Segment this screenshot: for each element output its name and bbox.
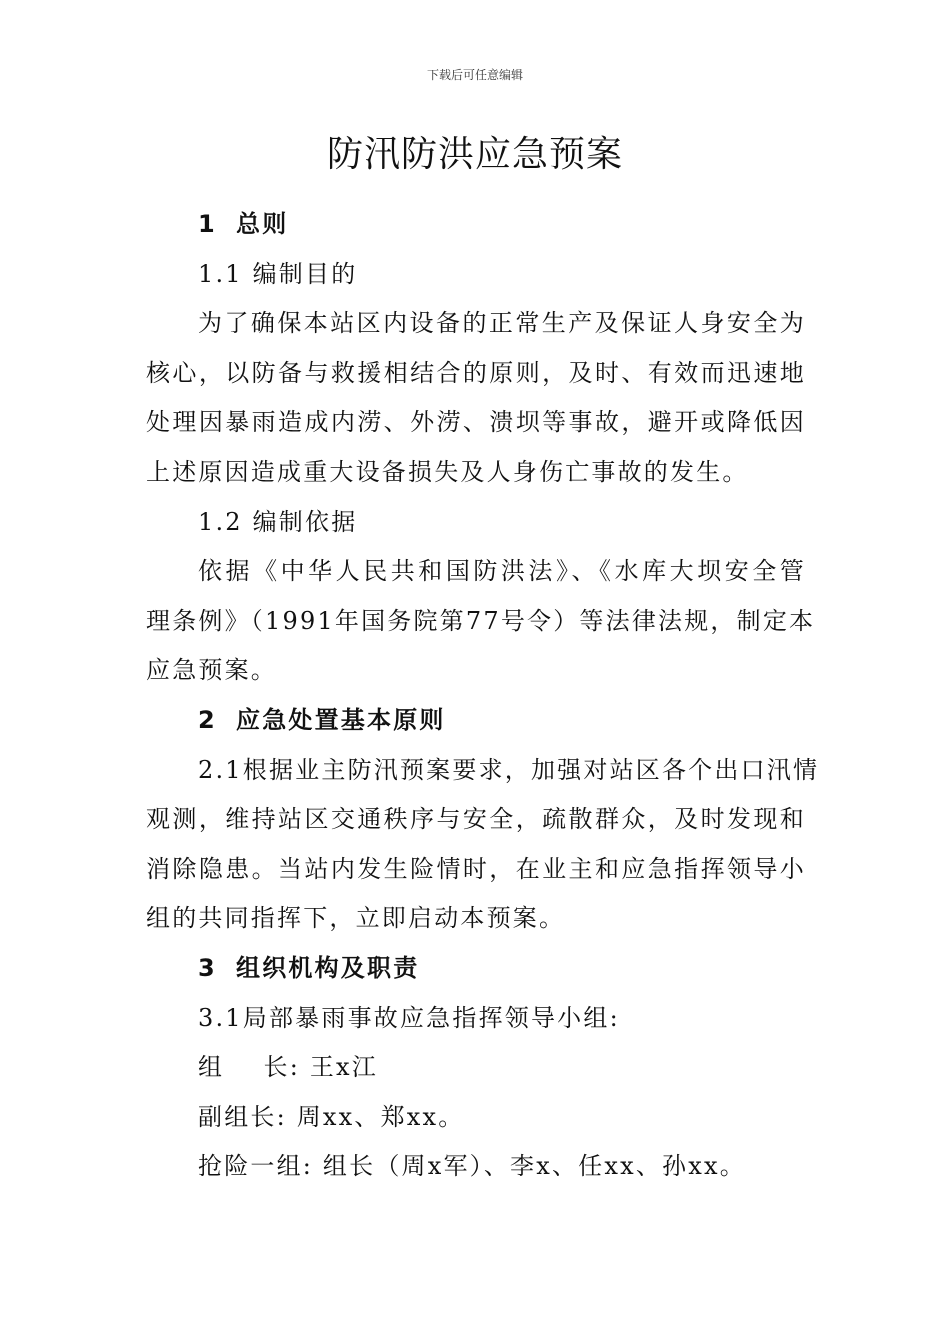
- section-3-label: 组织机构及职责: [236, 953, 420, 982]
- section-3-heading: [146, 944, 806, 994]
- section-2-number: 2: [198, 705, 217, 734]
- document-body: [146, 200, 820, 1192]
- paragraph-line: 组 长: 王x江: [198, 1053, 378, 1082]
- paragraph-line: 2.1根据业主防汛预案要求，加强对站区各个出口汛情: [198, 755, 820, 784]
- paragraph-line: 副组长: 周xx、郑xx。: [198, 1102, 465, 1131]
- paragraph-line: 3.1局部暴雨事故应急指挥领导小组:: [198, 1003, 620, 1032]
- paragraph-line: 核心，以防备与救援相结合的原则，及时、有效而迅速地: [146, 358, 806, 387]
- document-title: 防汛防洪应急预案: [326, 134, 623, 175]
- subsection-1-2-heading: 1.2 编制依据: [198, 507, 358, 536]
- section-1-heading: [146, 200, 806, 250]
- paragraph-line: 抢险一组: 组长（周x军）、李x、任xx、孙xx。: [198, 1152, 746, 1181]
- paragraph-line: 组的共同指挥下，立即启动本预案。: [146, 904, 566, 933]
- paragraph-line: 为了确保本站区内设备的正常生产及保证人身安全为: [198, 309, 806, 338]
- paragraph-line: 应急预案。: [146, 656, 277, 685]
- paragraph-line: 处理因暴雨造成内涝、外涝、溃坝等事故，避开或降低因: [146, 408, 806, 437]
- section-1-label: 总则: [236, 210, 289, 238]
- paragraph-line: 依据《中华人民共和国防洪法》、《水库大坝安全管: [198, 557, 806, 586]
- page-header-note: 下载后可任意编辑: [426, 68, 523, 82]
- paragraph-line: 理条例》（1991年国务院第77号令）等法律法规，制定本: [146, 606, 816, 635]
- paragraph-line: 观测，维持站区交通秩序与安全，疏散群众，及时发现和: [146, 805, 806, 834]
- paragraph-line: 上述原因造成重大设备损失及人身伤亡事故的发生。: [146, 457, 749, 486]
- paragraph-line: 消除隐患。当站内发生险情时，在业主和应急指挥领导小: [146, 854, 806, 883]
- section-3-number: 3: [198, 953, 217, 982]
- section-2-label: 应急处置基本原则: [236, 705, 446, 734]
- subsection-1-1-heading: 1.1 编制目的: [198, 259, 358, 288]
- section-2-heading: [146, 696, 806, 746]
- section-1-number: 1: [198, 210, 217, 238]
